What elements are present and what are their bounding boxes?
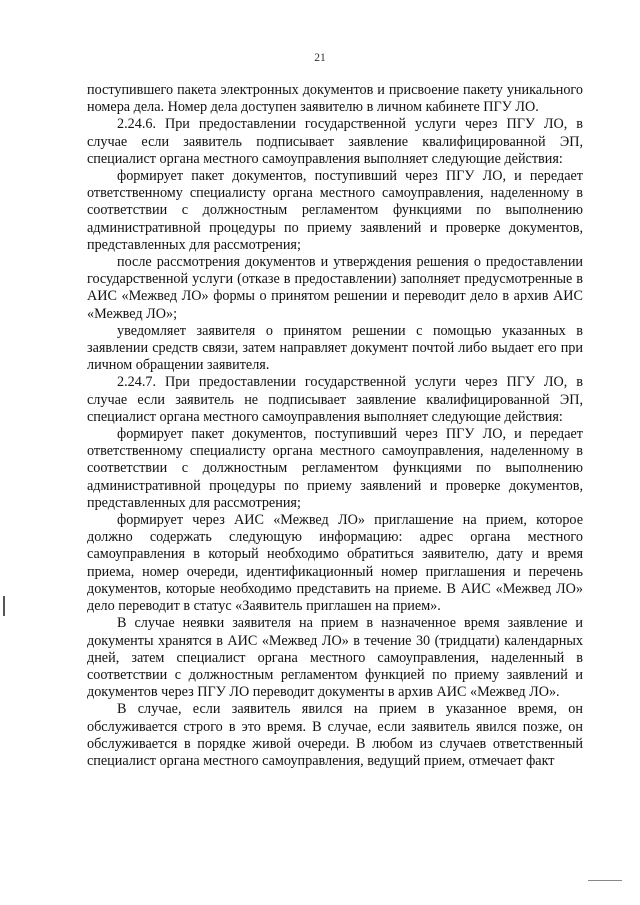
paragraph: формирует пакет документов, поступивший через ПГУ ЛО, и передает ответственному специалисту органа местного самоуправления, наделенному в соответствии с должностным регламентом функциями по выполнению административной процедуры по приему заявлений и проверке документов, представленных для рассмотрения; <box>87 426 583 511</box>
paragraph: формирует через АИС «Межвед ЛО» приглашение на прием, которое должно содержать следующую информацию: адрес органа местного самоуправления в который необходимо обратиться заявителю, дату и время приема, номер очереди, идентификационный номер приглашения и перечень документов, которые необходимо представить на приеме. В АИС «Межвед ЛО» дело переводит в статус «Заявитель приглашен на прием». <box>87 512 583 615</box>
paragraph: поступившего пакета электронных документов и присвоение пакету уникального номера дела. Номер дела доступен заявителю в личном кабинете ПГУ ЛО. <box>87 82 583 116</box>
paragraph: уведомляет заявителя о принятом решении с помощью указанных в заявлении средств связи, затем направляет документ почтой либо выдает его при личном обращении заявителя. <box>87 322 583 374</box>
paragraph: 2.24.6. При предоставлении государственной услуги через ПГУ ЛО, в случае если заявитель подписывает заявление квалифицированной ЭП, специалист органа местного самоуправления выполняет следующие действия: <box>87 116 583 167</box>
document-body <box>87 82 583 770</box>
paragraph: В случае, если заявитель явился на прием в указанное время, он обслуживается строго в это время. В случае, если заявитель явился позже, он обслуживается в порядке живой очереди. В любом из случаев ответственный специалист органа местного самоуправления, ведущий прием, отмечает факт <box>87 701 583 769</box>
paragraph: формирует пакет документов, поступивший через ПГУ ЛО, и передает ответственному специалисту органа местного самоуправления, наделенному в соответствии с должностным регламентом функциями по выполнению административной процедуры по приему заявлений и проверке документов, представленных для рассмотрения; <box>87 168 583 253</box>
paragraph: после рассмотрения документов и утверждения решения о предоставлении государственной услуги (отказе в предоставлении) заполняет предусмотренные в АИС «Межвед ЛО» формы о принятом решении и переводит дело в архив АИС «Межвед ЛО»; <box>87 254 583 322</box>
scan-artifact-mark <box>3 596 5 616</box>
page-number: 21 <box>314 52 326 64</box>
paragraph: 2.24.7. При предоставлении государственной услуги через ПГУ ЛО, в случае если заявитель не подписывает заявление квалифицированной ЭП, специалист органа местного самоуправления выполняет следующие действия: <box>87 374 583 425</box>
scan-artifact-line <box>588 880 622 881</box>
paragraph: В случае неявки заявителя на прием в назначенное время заявление и документы хранятся в АИС «Межвед ЛО» в течение 30 (тридцати) календарных дней, затем специалист органа местного самоуправления, наделенный в соответствии с должностным регламентом функцией по приему заявлений и документов через ПГУ ЛО переводит документы в архив АИС «Межвед ЛО». <box>87 615 583 701</box>
